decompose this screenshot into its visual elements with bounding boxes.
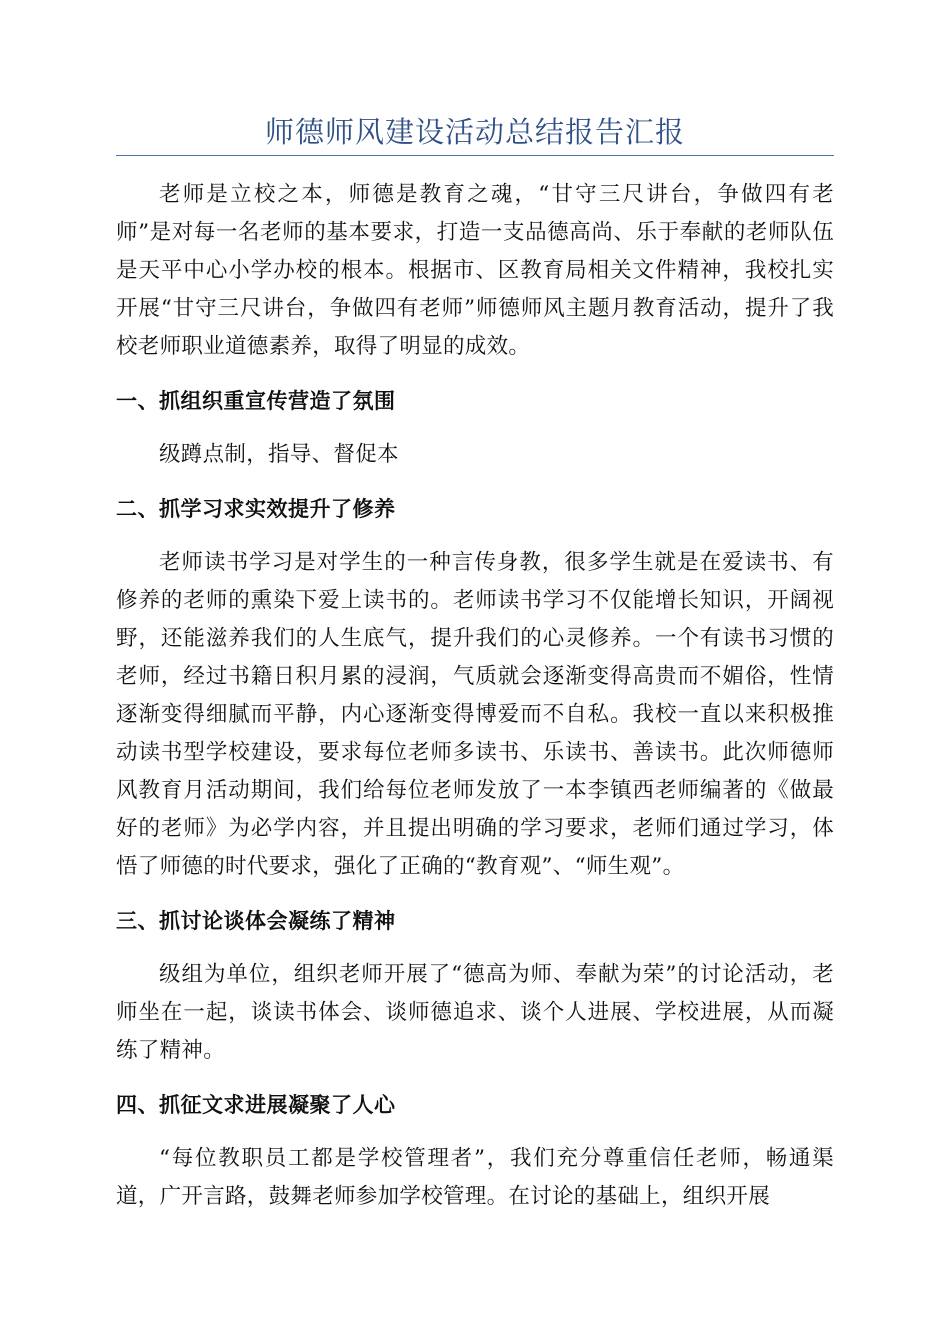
section-body-2: 老师读书学习是对学生的一种言传身教，很多学生就是在爱读书、有修养的老师的熏染下爱上读书的。老师读书学习不仅能增长知识，开阔视野，还能滋养我们的人生底气，提升我们的心灵修养。一个有读书习惯的老师，经过书籍日积月累的浸润，气质就会逐渐变得高贵而不媚俗，性情逐渐变得细腻而平静，内心逐渐变得博爱而不自私。我校一直以来积极推动读书型学校建设，要求每位老师多读书、乐读书、善读书。此次师德师风教育月活动期间，我们给每位老师发放了一本李镇西老师编著的《做最好的老师》为必学内容，并且提出明确的学习要求，老师们通过学习，体悟了师德的时代要求，强化了正确的“教育观”、“师生观”。 [116,550,834,879]
section-heading-1: 一、抓组织重宣传营造了氛围 [116,389,396,413]
section-body-3: 级组为单位，组织老师开展了“德高为师、奉献为荣”的讨论活动，老师坐在一起，谈读书体会、谈师德追求、谈个人进展、学校进展，从而凝练了精神。 [116,962,834,1063]
section-heading-4: 四、抓征文求进展凝聚了人心 [116,1093,396,1117]
title-underline [116,155,834,156]
section-body-1: 级蹲点制，指导、督促本 [159,442,399,467]
document-body [116,176,834,1216]
document-title: 师德师风建设活动总结报告汇报 [264,115,685,149]
section-heading-3: 三、抓讨论谈体会凝练了精神 [116,909,396,933]
intro-paragraph: 老师是立校之本，师德是教育之魂，“甘守三尺讲台，争做四有老师”是对每一名老师的基本要求，打造一支品德高尚、乐于奉献的老师队伍是天平中心小学办校的根本。根据市、区教育局相关文件精神，我校扎实开展“甘守三尺讲台，争做四有老师”师德师风主题月教育活动，提升了我校老师职业道德素养，取得了明显的成效。 [116,182,834,359]
section-heading-2: 二、抓学习求实效提升了修养 [116,497,396,521]
section-body-4: “每位教职员工都是学校管理者”，我们充分尊重信任老师，畅通渠道，广开言路，鼓舞老师参加学校管理。在讨论的基础上，组织开展 [116,1146,834,1209]
